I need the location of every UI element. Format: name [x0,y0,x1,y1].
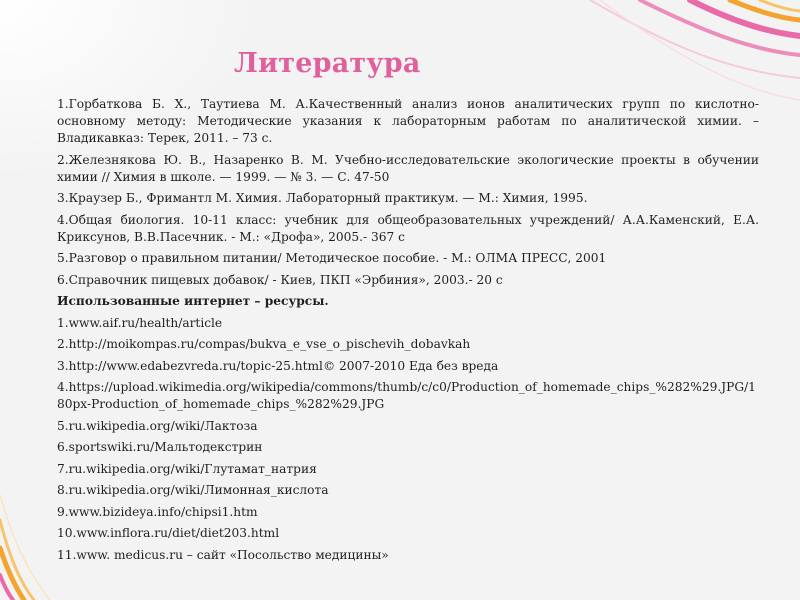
internet-resource-item: 7.ru.wikipedia.org/wiki/Глутамат_натрия [57,461,317,476]
internet-resource-item: 3.http://www.edabezvreda.ru/topic-25.html© 2007-2010 Еда без вреда [57,358,499,373]
internet-resource-item: 1.www.aif.ru/health/article [57,315,223,330]
internet-resources-heading: Использованные интернет – ресурсы. [57,294,329,308]
internet-resource-item: 6.sportswiki.ru/Мальтодекстрин [57,440,263,454]
reference-item: 3.Краузер Б., Фримантл М. Химия. Лабораторный практикум. — М.: Химия, 1995. [57,191,588,205]
internet-resource-item: 5.ru.wikipedia.org/wiki/Лактоза [57,418,258,433]
internet-resource-item: 2.http://moikompas.ru/compas/bukva_e_vse_o_pischevih_dobavkah [57,337,471,351]
reference-item: 1.Горбаткова Б. Х., Таутиева М. А.Качественный анализ ионов аналитических групп по кислотно-основному методу: Методические указания к лабораторным работам по аналитической химии. – Владикавказ: Терек, 2011. – 73 с. [57,97,759,145]
reference-item: 5.Разговор о правильном питании/ Методическое пособие. - М.: ОЛМА ПРЕСС, 2001 [57,251,607,265]
reference-item: 2.Железнякова Ю. В., Назаренко В. М. Учебно-исследовательские экологические проекты в обучении химии // Химия в школе. — 1999. — № 3. — С. 47-50 [57,152,759,184]
internet-resource-item: 10.www.inflora.ru/diet/diet203.html [57,526,280,540]
reference-item: 6.Справочник пищевых добавок/ - Киев, ПКП «Эрбиния», 2003.- 20 с [57,272,503,287]
internet-resource-item: 11.www. medicus.ru – сайт «Посольство медицины» [57,547,389,562]
internet-resource-item: 8.ru.wikipedia.org/wiki/Лимонная_кислота [57,483,329,497]
reference-item: 4.Общая биология. 10-11 класс: учебник для общеобразовательных учреждений/ А.А.Каменский, Е.А. Криксунов, В.В.Пасечник. - М.: «Дрофа», 2005.- 367 с [57,212,759,244]
bibliography [57,96,759,568]
internet-resource-item: 9.www.bizideya.info/chipsi1.htm [57,504,258,519]
slide-title: Литература [234,48,421,79]
internet-resource-item: 4.https://upload.wikimedia.org/wikipedia/commons/thumb/c/c0/Production_of_homemade_chips_%282%29.JPG/180px-Production_of_homemade_chips_%282%29.JPG [57,380,756,411]
